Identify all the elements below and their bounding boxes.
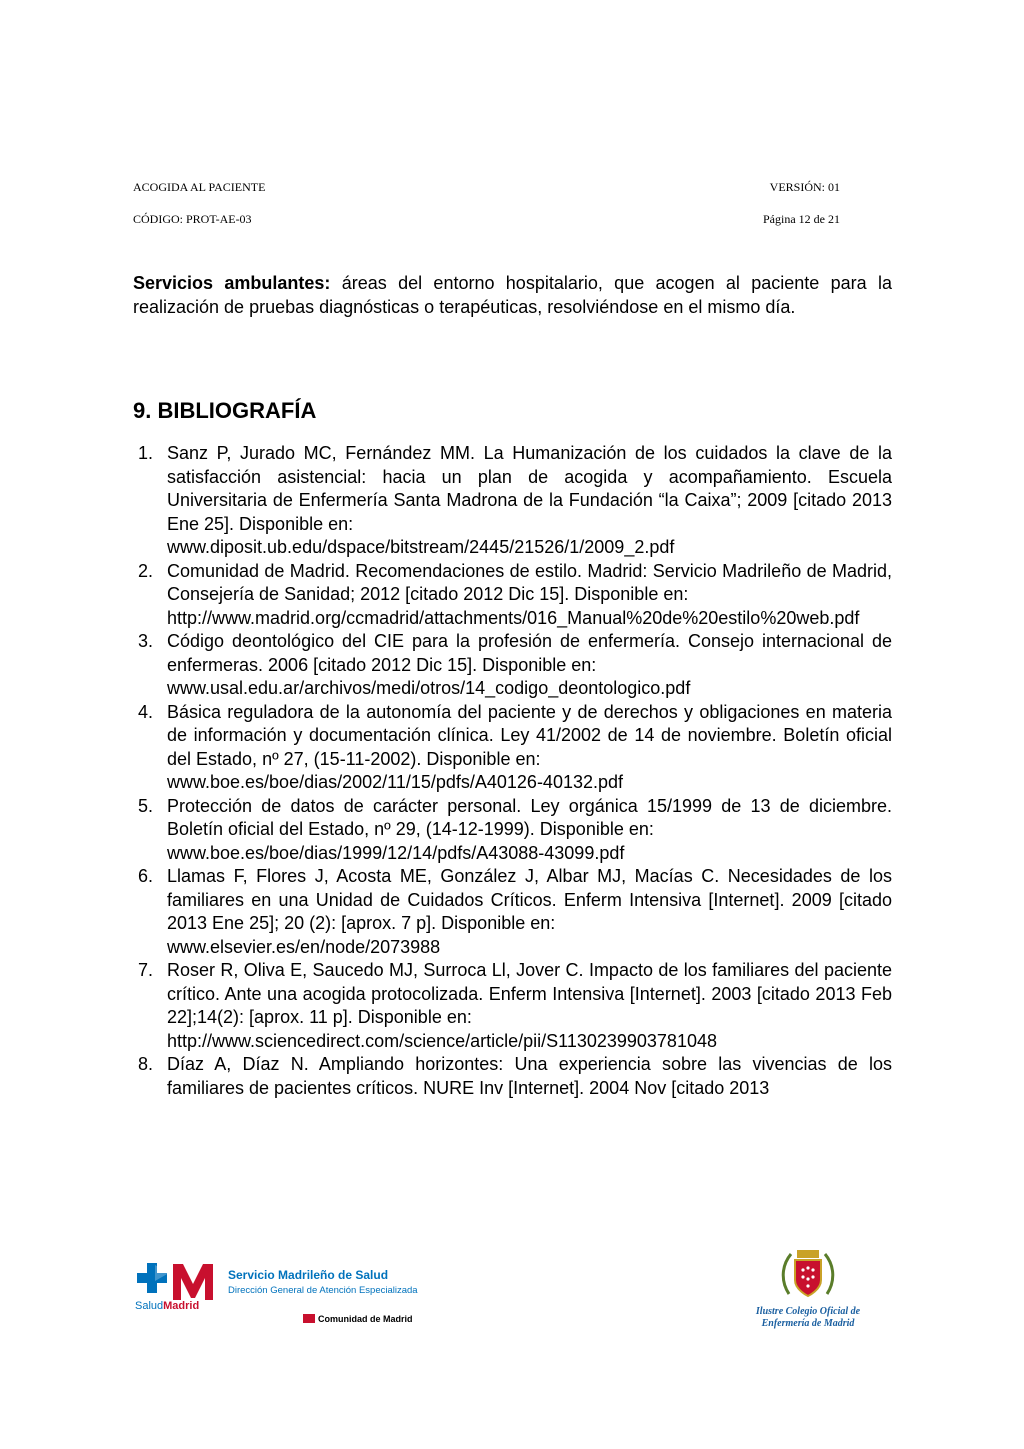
bibliography-item-url[interactable]: www.diposit.ub.edu/dspace/bitstream/2445/21526/1/2009_2.pdf: [167, 537, 675, 557]
bibliography-item-number: 2.: [138, 560, 154, 581]
bibliography-item-number: 8.: [138, 1054, 154, 1074]
definition-term: Servicios ambulantes:: [133, 273, 331, 293]
sermas-subtitle: Dirección General de Atención Especializada: [228, 1285, 418, 1296]
bibliography-item: [138, 1053, 892, 1100]
section-heading: 9. BIBLIOGRAFÍA: [133, 398, 317, 423]
bibliography-item-url[interactable]: http://www.sciencedirect.com/science/article/pii/S1130239903781048: [167, 1030, 717, 1051]
bibliography-item-url[interactable]: www.boe.es/boe/dias/1999/12/14/pdfs/A43088-43099.pdf: [167, 842, 625, 863]
madrid-m-icon: [171, 1262, 215, 1302]
document-title: ACOGIDA AL PACIENTE: [133, 180, 266, 194]
bibliography-item-url[interactable]: http://www.madrid.org/ccmadrid/attachments/016_Manual%20de%20estilo%20web.pdf: [167, 607, 860, 628]
bibliography-item-text: Comunidad de Madrid. Recomendaciones de estilo. Madrid: Servicio Madrileño de Madrid, Consejería de Sanidad; 2012 [citado 2012 Dic 15]. Disponible en:: [167, 560, 892, 604]
colegio-enfermeria-logo: [743, 1246, 873, 1338]
bibliography-item: [138, 959, 892, 1053]
bibliography-item-text: Roser R, Oliva E, Saucedo MJ, Surroca Ll, Jover C. Impacto de los familiares del paciente crítico. Ante una acogida protocolizada. Enferm Intensiva [Internet]. 2003 [citado 2013 Feb 22];14(2): [aprox. 11 p]. Disponible en:: [167, 960, 892, 1027]
definition-paragraph: [133, 272, 892, 319]
document-subheader: [133, 212, 840, 227]
bibliography-item-text: Protección de datos de carácter personal. Ley orgánica 15/1999 de 13 de diciembre. Boletín oficial del Estado, nº 29, (14-12-1999). Disponible en:: [167, 795, 892, 839]
bibliography-item: [138, 630, 892, 701]
colegio-name: Ilustre Colegio Oficial de Enfermería de Madrid: [755, 1306, 861, 1329]
salud-madrid-wordmark: SaludMadrid: [135, 1300, 200, 1312]
bibliography-item: [138, 795, 892, 866]
bibliography-item-number: 1.: [138, 443, 154, 463]
bibliography-item-url[interactable]: www.boe.es/boe/dias/2002/11/15/pdfs/A40126-40132.pdf: [167, 772, 624, 792]
bibliography-item-number: 3.: [138, 631, 154, 651]
bibliography-item-text: Llamas F, Flores J, Acosta ME, González J, Albar MJ, Macías C. Necesidades de los familiares en una Unidad de Cuidados Críticos. Enferm Intensiva [Internet]. 2009 [citado 2013 Ene 25]; 20 (2): [aprox. 7 p]. Disponible en:: [167, 866, 892, 933]
bibliography-item: [138, 701, 892, 795]
document-code: CÓDIGO: PROT-AE-03: [133, 212, 252, 226]
comunidad-flag-icon: [303, 1314, 315, 1323]
sermas-name: Servicio Madrileño de Salud: [228, 1268, 389, 1282]
bibliography-item-text: Díaz A, Díaz N. Ampliando horizontes: Una experiencia sobre las vivencias de los familiares de pacientes críticos. NURE Inv [Internet]. 2004 Nov [citado 2013: [167, 1054, 892, 1098]
page-number: Página 12 de 21: [763, 212, 840, 226]
comunidad-madrid-logo: Comunidad de Madrid: [303, 1314, 413, 1324]
bibliography-item-text: Básica reguladora de la autonomía del paciente y de derechos y obligaciones en materia de información y documentación clínica. Ley 41/2002 de 14 de noviembre. Boletín oficial del Estado, nº 27, (15-11-2002). Disponible en:: [167, 701, 892, 769]
bibliography-item-text: Código deontológico del CIE para la profesión de enfermería. Consejo internacional de enfermeras. 2006 [citado 2012 Dic 15]. Disponible en:: [167, 631, 892, 675]
document-header: [133, 180, 840, 195]
bibliography-item-number: 5.: [138, 795, 154, 816]
page-footer: [133, 1258, 873, 1338]
bibliography-item-url[interactable]: www.elsevier.es/en/node/2073988: [167, 936, 441, 957]
bibliography-item-number: 6.: [138, 866, 154, 886]
bibliography-item: [138, 865, 892, 959]
bibliography-item: [138, 560, 892, 631]
bibliography-item-number: 4.: [138, 701, 154, 722]
definition-text: áreas del entorno hospitalario, que acogen al paciente para la realización de pruebas diagnósticas o terapéuticas, resolviéndose en el mismo día.: [133, 273, 892, 317]
sermas-logo: [133, 1258, 433, 1333]
bibliography-item: [138, 442, 892, 560]
page-content: [133, 272, 892, 1098]
document-version: VERSIÓN: 01: [769, 180, 840, 194]
bibliography-item-number: 7.: [138, 960, 154, 980]
bibliography-item-text: Sanz P, Jurado MC, Fernández MM. La Humanización de los cuidados la clave de la satisfacción asistencial: hacia un plan de acogida y acompañamiento. Escuela Universitaria de Enfermería Santa Madrona de la Fundación “la Caixa”; 2009 [citado 2013 Ene 25]. Disponible en:: [167, 443, 892, 534]
bibliography-list: [138, 442, 892, 1100]
colegio-crest-icon: [779, 1246, 837, 1304]
bibliography-item-url[interactable]: www.usal.edu.ar/archivos/medi/otros/14_codigo_deontologico.pdf: [167, 678, 691, 698]
